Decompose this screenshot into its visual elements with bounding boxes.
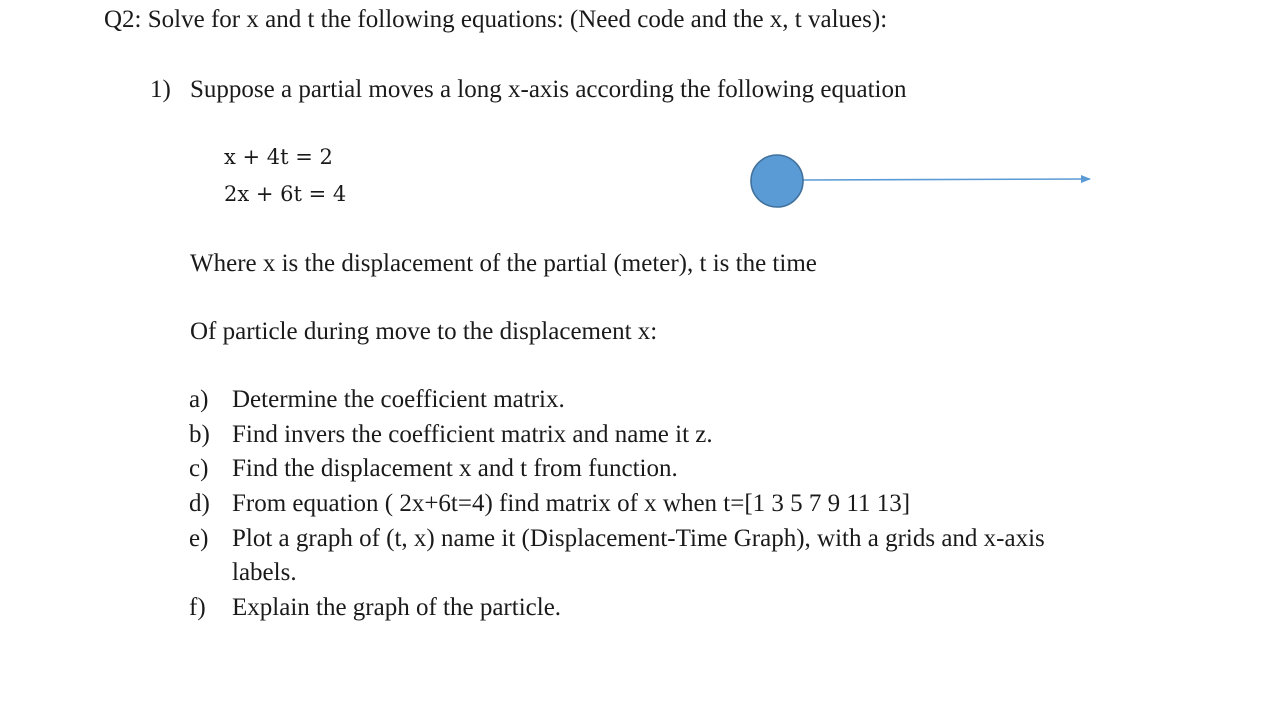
item-d-text: From equation ( 2x+6t=4) find matrix of x when t=[1 3 5 7 9 11 13] xyxy=(232,490,911,517)
motion-arrow xyxy=(802,179,1090,180)
item-d-letter: d) xyxy=(189,490,210,517)
equation-2: 2x + 6t = 4 xyxy=(224,182,347,206)
item-f-text: Explain the graph of the particle. xyxy=(232,594,562,621)
item-e-letter: e) xyxy=(189,525,209,552)
item-f-letter: f) xyxy=(189,594,206,621)
question-title: Q2: Solve for x and t the following equations: (Need code and the x, t values): xyxy=(104,6,888,33)
item-e-text-continued: labels. xyxy=(232,559,297,586)
item-c-text: Find the displacement x and t from function. xyxy=(232,455,678,482)
item-b-text: Find invers the coefficient matrix and name it z. xyxy=(232,421,713,448)
particle-circle xyxy=(751,155,803,207)
description-line-1: Where x is the displacement of the partial (meter), t is the time xyxy=(190,250,817,277)
item-a-text: Determine the coefficient matrix. xyxy=(232,386,565,413)
question-text: Suppose a partial moves a long x-axis according the following equation xyxy=(190,76,907,103)
equation-1: x + 4t = 2 xyxy=(224,145,333,169)
question-number: 1) xyxy=(150,76,171,103)
item-b-letter: b) xyxy=(189,421,210,448)
description-line-2: Of particle during move to the displacement x: xyxy=(190,318,658,345)
item-a-letter: a) xyxy=(189,386,209,413)
particle-diagram xyxy=(740,148,1100,214)
item-e-text: Plot a graph of (t, x) name it (Displacement-Time Graph), with a grids and x-axis xyxy=(232,525,1045,552)
item-c-letter: c) xyxy=(189,455,209,482)
